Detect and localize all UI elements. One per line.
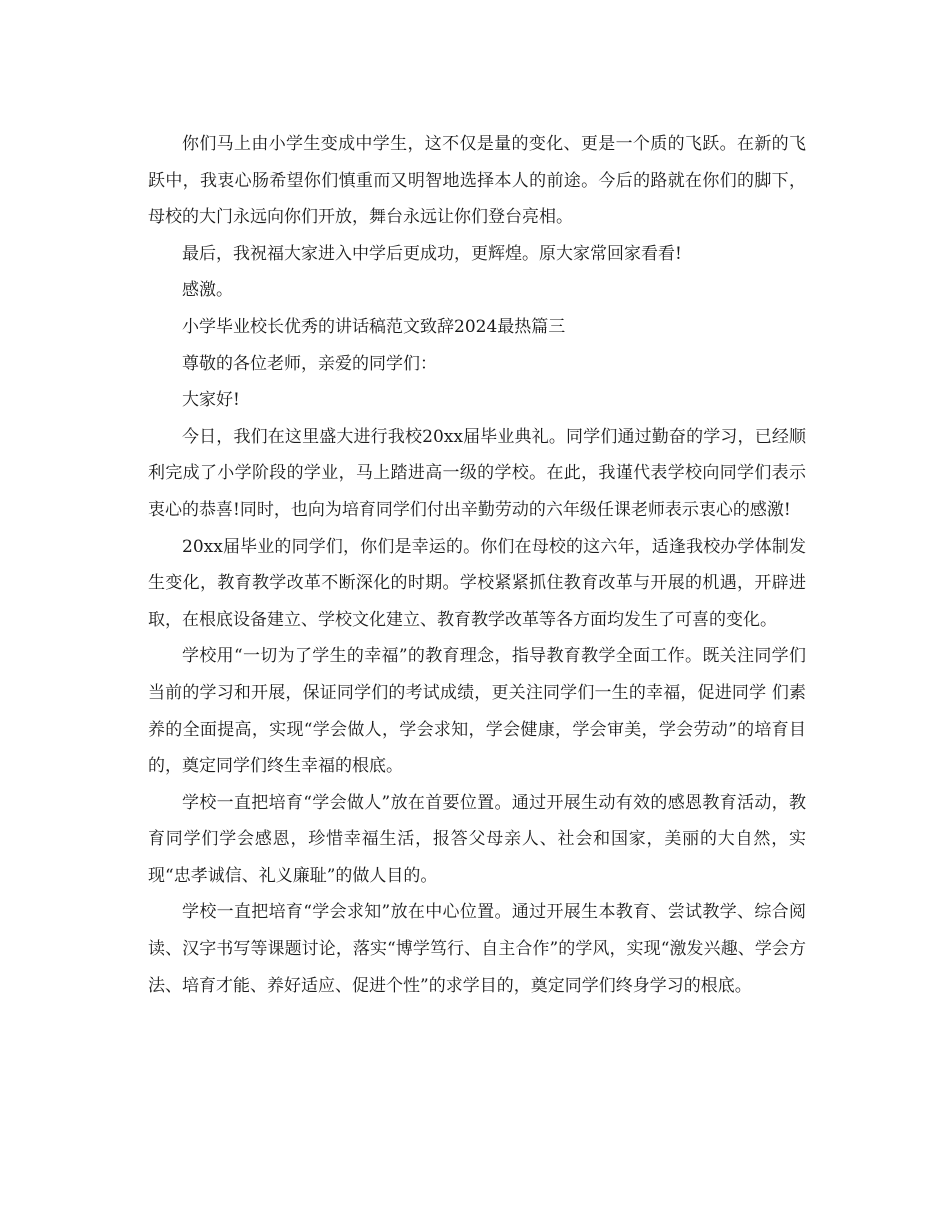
paragraph-graduates: 20xx届毕业的同学们，你们是幸运的。你们在母校的这六年，适逢我校办学体制发生变化，教育教学改革不断深化的时期。学校紧紧抓住教育改革与开展的机遇，开辟进取，在根底设备建立、学校文化建立、教育教学改革等各方面均发生了可喜的变化。 — [148, 536, 806, 630]
paragraph-learn-knowledge: 学校一直把培育“学会求知”放在中心位置。通过开展生本教育、尝试教学、综合阅读、汉字书写等课题讨论，落实“博学笃行、自主合作”的学风，实现“激发兴趣、学会方法、培育才能、养好适应、促进个性”的求学目的，奠定同学们终身学习的根底。 — [148, 902, 806, 996]
paragraph-blessing: 最后，我祝福大家进入中学后更成功，更辉煌。原大家常回家看看! — [182, 243, 682, 264]
paragraph-thanks: 感激。 — [182, 280, 233, 301]
paragraph-philosophy: 学校用“一切为了学生的幸福”的教育理念，指导教育教学全面工作。既关注同学们当前的学习和开展，保证同学们的考试成绩，更关注同学们一生的幸福，促进同学 们素养的全面提高，实现“学会做人，学会求知，学会健康，学会审美，学会劳动”的培育目的，奠定同学们终生幸福的根底。 — [148, 646, 806, 777]
greeting: 大家好! — [182, 390, 240, 411]
section-heading: 小学毕业校长优秀的讲话稿范文致辞2024最热篇三 — [182, 316, 566, 337]
paragraph-ceremony: 今日，我们在这里盛大进行我校20xx届毕业典礼。同学们通过勤奋的学习，已经顺利完成了小学阶段的学业，马上踏进高一级的学校。在此，我谨代表学校向同学们表示衷心的恭喜!同时，也向为培育同学们付出辛勤劳动的六年级任课老师表示衷心的感激! — [148, 426, 806, 520]
paragraph-future: 你们马上由小学生变成中学生，这不仅是量的变化、更是一个质的飞跃。在新的飞跃中，我衷心肠希望你们慎重而又明智地选择本人的前途。今后的路就在你们的脚下，母校的大门永远向你们开放，舞台永远让你们登台亮相。 — [148, 134, 806, 228]
document-body — [148, 126, 806, 1004]
paragraph-learn-conduct: 学校一直把培育“学会做人”放在首要位置。通过开展生动有效的感恩教育活动，教育同学们学会感恩，珍惜幸福生活，报答父母亲人、社会和国家，美丽的大自然，实现“忠孝诚信、礼义廉耻”的做人目的。 — [148, 792, 806, 886]
salutation: 尊敬的各位老师，亲爱的同学们： — [182, 353, 437, 374]
